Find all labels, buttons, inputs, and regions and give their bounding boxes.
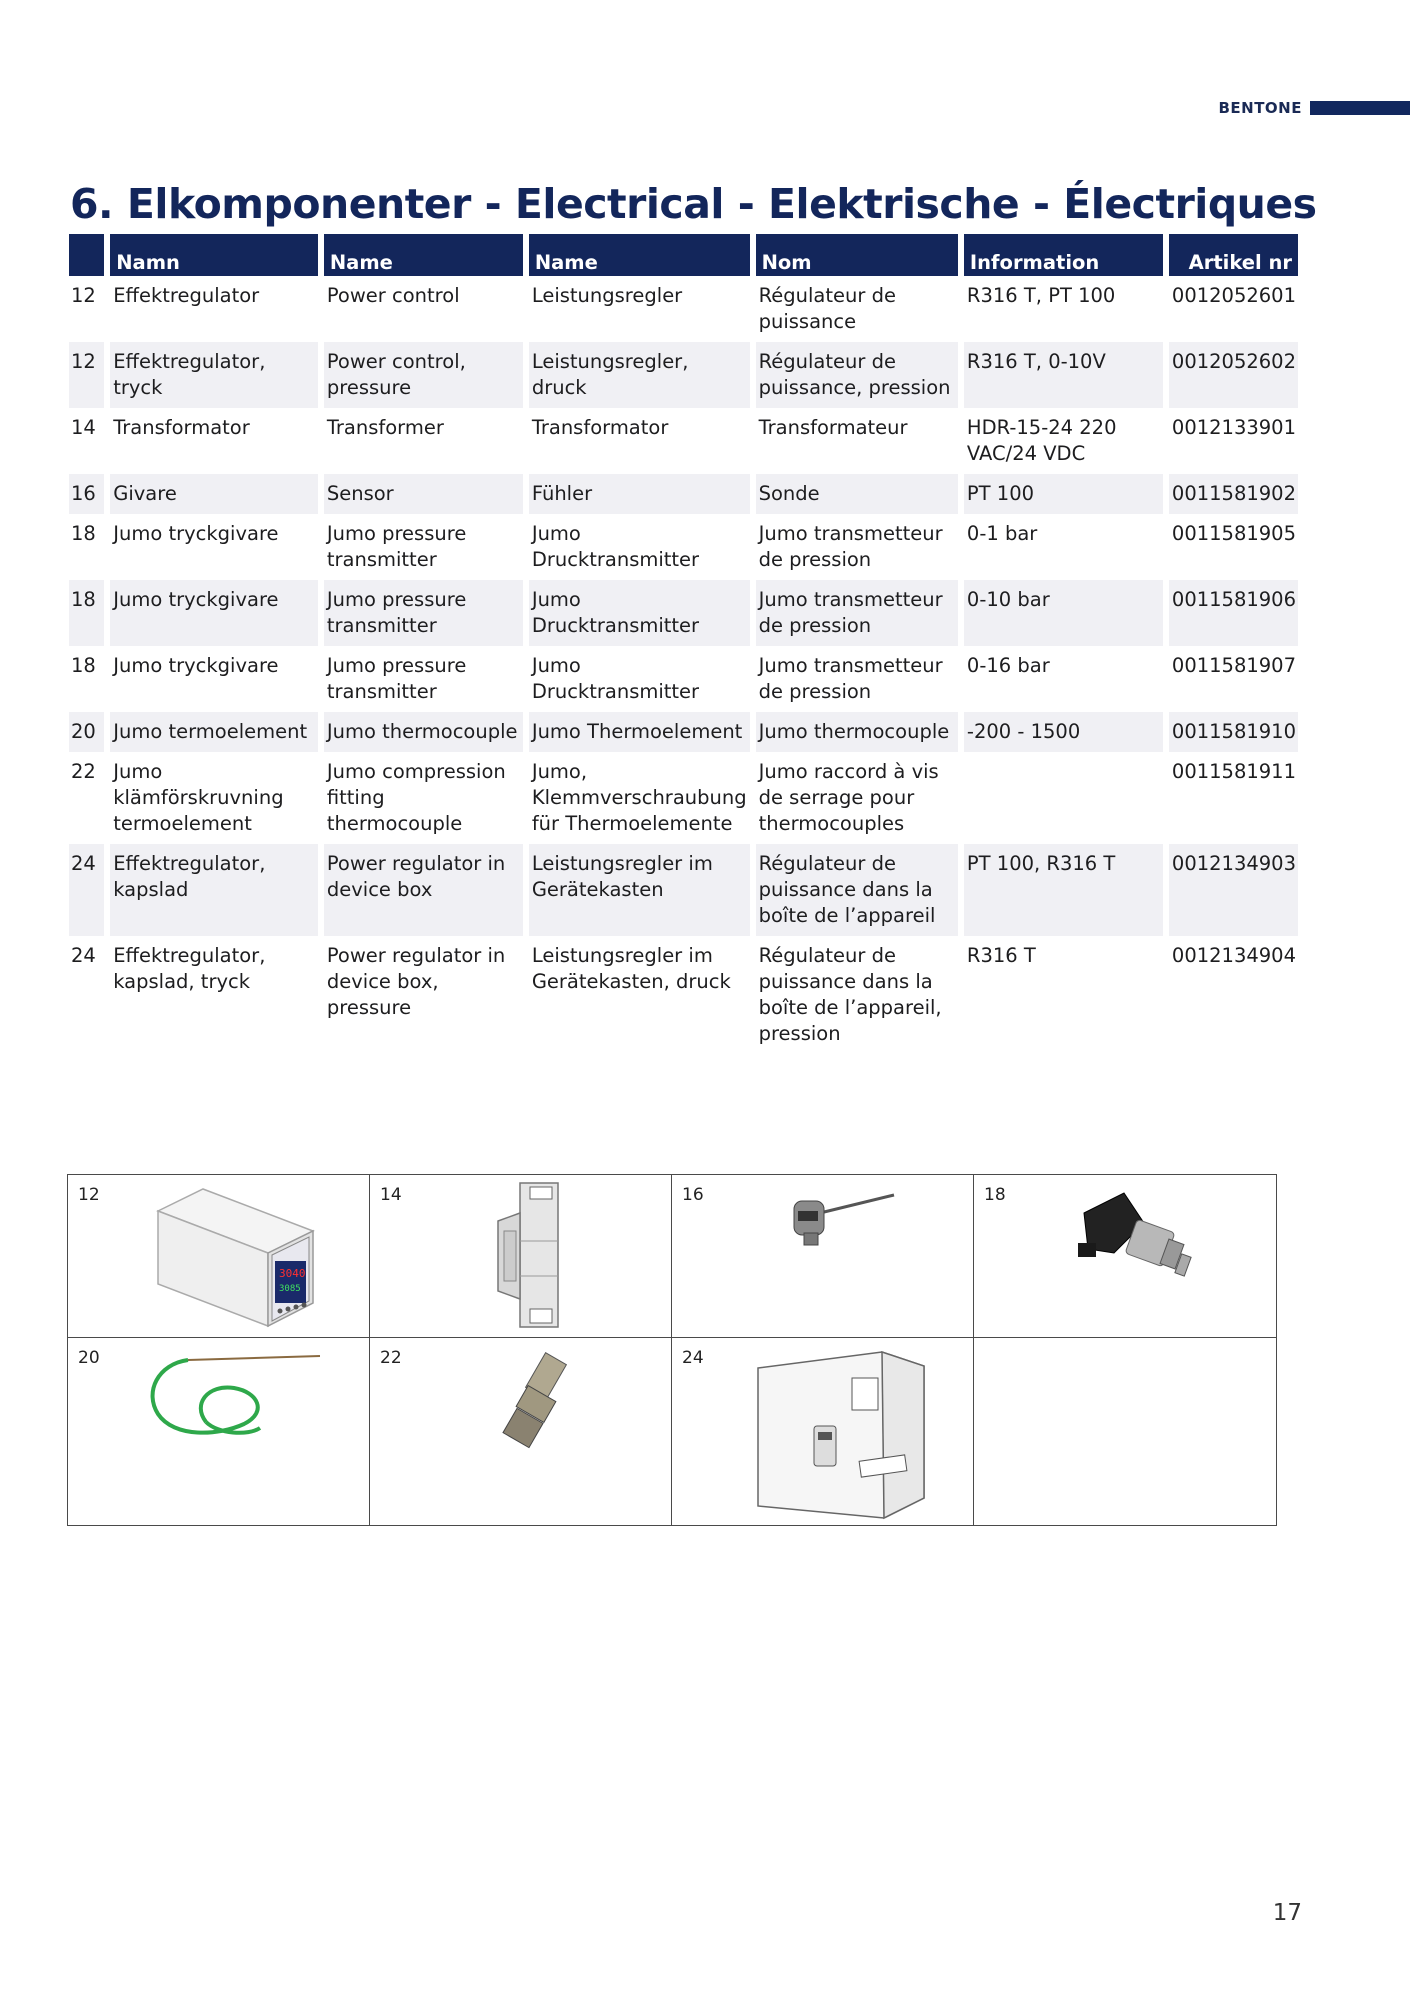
cell-namn: Effektregulator, kapslad [110, 844, 318, 936]
brand-header [1218, 98, 1410, 118]
cell-name-de: Fühler [529, 474, 750, 514]
cell-artikel-nr: 0012052601 [1171, 284, 1296, 307]
cell-name-en: Sensor [324, 474, 523, 514]
cell-position: 14 [71, 416, 96, 439]
image-cell-20 [68, 1338, 370, 1525]
power-controller-image [148, 1181, 318, 1331]
cell-nom: Sonde [756, 474, 958, 514]
table-header-row [69, 234, 1298, 276]
cell-position: 22 [71, 760, 96, 783]
display-bottom-value: 3085 [279, 1284, 301, 1294]
page-number: 17 [1272, 1900, 1302, 1926]
cell-name-de: Jumo, Klemmverschraubung für Thermoelemente [531, 760, 747, 835]
compression-fitting-image [500, 1352, 580, 1452]
cell-name-en: Power regulator in device box [324, 844, 523, 936]
image-cell-12 [68, 1175, 370, 1338]
cell-position: 24 [69, 844, 104, 936]
table-row [69, 580, 1298, 646]
cell-artikel-nr: 0011581906 [1169, 580, 1298, 646]
cell-namn: Jumo termoelement [110, 712, 318, 752]
image-label: 20 [78, 1348, 100, 1368]
cell-nom: Jumo transmetteur de pression [758, 654, 943, 703]
cell-information: R316 T, 0-10V [964, 342, 1163, 408]
cell-information: HDR-15-24 220 VAC/24 VDC [966, 416, 1117, 465]
cell-nom: Régulateur de puissance dans la boîte de l’appareil [756, 844, 958, 936]
cell-information: -200 - 1500 [964, 712, 1163, 752]
cell-nom: Régulateur de puissance [758, 284, 896, 333]
table-row [69, 474, 1298, 514]
cell-name-en: Jumo pressure transmitter [326, 522, 467, 571]
cell-name-de: Leistungsregler im Gerätekasten, druck [531, 944, 731, 993]
cell-namn: Jumo tryckgivare [110, 580, 318, 646]
table-row [69, 752, 1298, 844]
pressure-transmitter-image [1074, 1183, 1204, 1293]
cell-artikel-nr: 0012134903 [1169, 844, 1298, 936]
cell-name-en: Power control, pressure [324, 342, 523, 408]
image-label: 14 [380, 1185, 402, 1205]
cell-nom: Jumo transmetteur de pression [758, 522, 943, 571]
image-cell-14 [370, 1175, 672, 1338]
header-position [69, 234, 104, 276]
table-row [69, 646, 1298, 712]
table-row [69, 276, 1298, 342]
transformer-image [490, 1181, 580, 1331]
table-row [69, 712, 1298, 752]
sensor-image [782, 1183, 902, 1253]
header-name-de: Name [529, 234, 750, 276]
table-row [69, 844, 1298, 936]
cell-artikel-nr: 0011581902 [1169, 474, 1298, 514]
table-row [69, 342, 1298, 408]
image-cell-empty [974, 1338, 1276, 1525]
cell-artikel-nr: 0011581907 [1171, 654, 1296, 677]
thermocouple-image [148, 1352, 328, 1442]
device-box-image [752, 1348, 932, 1523]
cell-position: 18 [71, 522, 96, 545]
cell-information: PT 100 [964, 474, 1163, 514]
image-cell-24 [672, 1338, 974, 1525]
cell-nom: Régulateur de puissance, pression [756, 342, 958, 408]
cell-name-en: Power regulator in device box, pressure [326, 944, 506, 1019]
cell-name-de: Leistungsregler [531, 284, 683, 307]
header-namn: Namn [110, 234, 318, 276]
image-cell-22 [370, 1338, 672, 1525]
table-row [69, 514, 1298, 580]
cell-nom: Jumo thermocouple [756, 712, 958, 752]
brand-name: BENTONE [1218, 99, 1302, 117]
cell-name-de: Leistungsregler, druck [529, 342, 750, 408]
image-cell-18 [974, 1175, 1276, 1338]
cell-name-de: Leistungsregler im Gerätekasten [529, 844, 750, 936]
image-cell-16 [672, 1175, 974, 1338]
image-label: 12 [78, 1185, 100, 1205]
header-nom: Nom [756, 234, 958, 276]
cell-nom: Régulateur de puissance dans la boîte de l’appareil, pression [758, 944, 942, 1045]
cell-name-de: Transformator [531, 416, 669, 439]
cell-artikel-nr: 0012052602 [1169, 342, 1298, 408]
image-label: 24 [682, 1348, 704, 1368]
cell-position: 20 [69, 712, 104, 752]
cell-information: R316 T [966, 944, 1036, 967]
header-name-en: Name [324, 234, 523, 276]
cell-nom: Transformateur [758, 416, 908, 439]
cell-name-en: Jumo pressure transmitter [326, 654, 467, 703]
cell-artikel-nr: 0011581911 [1171, 760, 1296, 783]
cell-nom: Jumo transmetteur de pression [756, 580, 958, 646]
brand-bar [1310, 101, 1410, 115]
cell-artikel-nr: 0011581905 [1171, 522, 1296, 545]
cell-information: R316 T, PT 100 [966, 284, 1116, 307]
cell-artikel-nr: 0012133901 [1171, 416, 1296, 439]
header-information: Information [964, 234, 1163, 276]
cell-namn: Effektregulator [113, 284, 260, 307]
cell-information: 0-16 bar [966, 654, 1050, 677]
cell-namn: Jumo tryckgivare [113, 522, 279, 545]
cell-name-en: Transformer [326, 416, 444, 439]
cell-information: 0-1 bar [966, 522, 1038, 545]
cell-artikel-nr: 0012134904 [1171, 944, 1296, 967]
cell-namn: Transformator [113, 416, 250, 439]
cell-namn: Givare [110, 474, 318, 514]
cell-name-en: Jumo pressure transmitter [324, 580, 523, 646]
display-top-value: 3040 [279, 1267, 306, 1280]
component-image-grid [67, 1174, 1277, 1526]
cell-position: 12 [71, 284, 96, 307]
cell-position: 24 [71, 944, 96, 967]
cell-nom: Jumo raccord à vis de serrage pour thermocouples [758, 760, 939, 835]
cell-artikel-nr: 0011581910 [1169, 712, 1298, 752]
parts-table [63, 234, 1304, 1054]
cell-namn: Effektregulator, kapslad, tryck [113, 944, 266, 993]
cell-namn: Jumo tryckgivare [113, 654, 279, 677]
table-row [69, 936, 1298, 1054]
cell-name-en: Jumo thermocouple [324, 712, 523, 752]
cell-position: 18 [69, 580, 104, 646]
cell-name-de: Jumo Drucktransmitter [531, 522, 700, 571]
cell-name-de: Jumo Thermoelement [529, 712, 750, 752]
cell-namn: Effektregulator, tryck [110, 342, 318, 408]
image-label: 16 [682, 1185, 704, 1205]
image-label: 18 [984, 1185, 1006, 1205]
cell-position: 12 [69, 342, 104, 408]
cell-position: 18 [71, 654, 96, 677]
image-label: 22 [380, 1348, 402, 1368]
cell-name-en: Jumo compression fitting thermocouple [326, 760, 506, 835]
cell-namn: Jumo klämförskruvning termoelement [113, 760, 284, 835]
table-row [69, 408, 1298, 474]
cell-information: PT 100, R316 T [964, 844, 1163, 936]
cell-position: 16 [69, 474, 104, 514]
cell-name-de: Jumo Drucktransmitter [531, 654, 700, 703]
cell-name-de: Jumo Drucktransmitter [529, 580, 750, 646]
cell-information: 0-10 bar [964, 580, 1163, 646]
page-title: 6. Elkomponenter - Electrical - Elektrische - Électriques [70, 180, 1317, 228]
cell-information [964, 752, 1163, 844]
header-artikel-nr: Artikel nr [1169, 234, 1298, 276]
cell-name-en: Power control [326, 284, 460, 307]
